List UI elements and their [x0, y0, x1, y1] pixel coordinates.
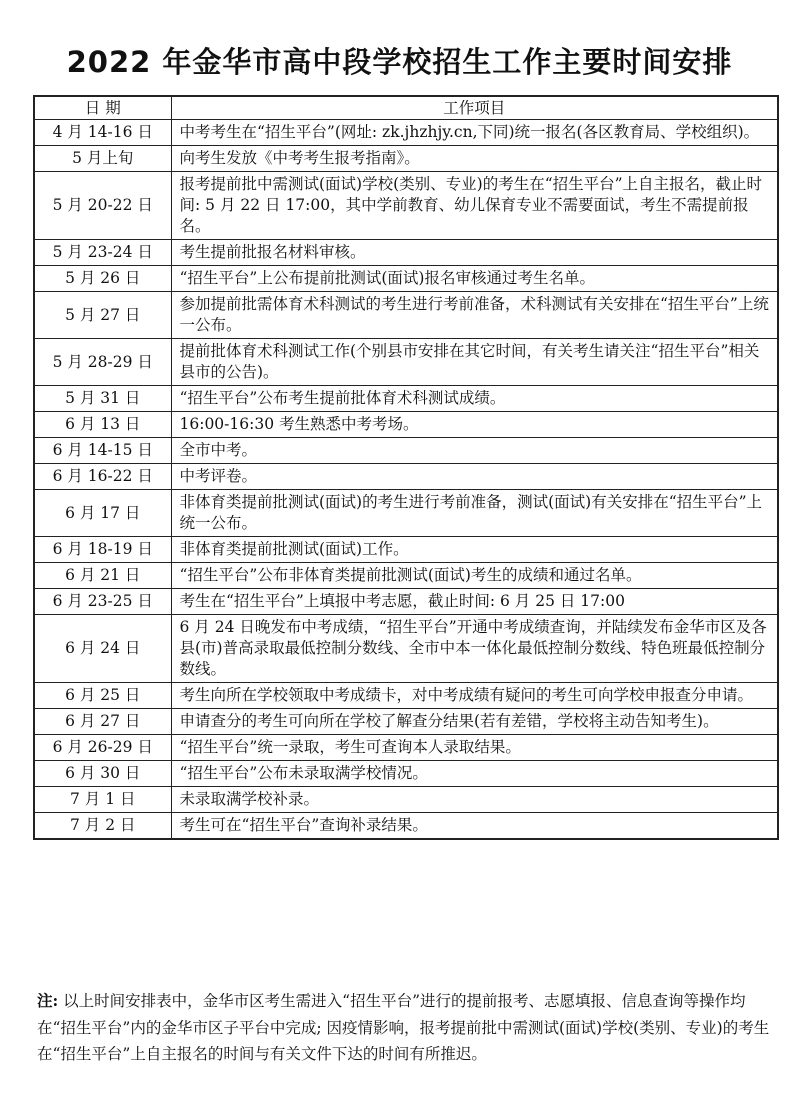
row-date: 6 月 16-22 日 — [34, 464, 171, 490]
header-date: 日 期 — [34, 96, 171, 120]
row-date: 6 月 14-15 日 — [34, 438, 171, 464]
row-date: 7 月 1 日 — [34, 787, 171, 813]
row-date: 6 月 18-19 日 — [34, 537, 171, 563]
row-date: 5 月 23-24 日 — [34, 240, 171, 266]
row-item: “招生平台”统一录取，考生可查询本人录取结果。 — [171, 735, 778, 761]
table-row — [34, 438, 778, 464]
row-item: 未录取满学校补录。 — [171, 787, 778, 813]
row-item: 提前批体育术科测试工作(个别县市安排在其它时间，有关考生请关注“招生平台”相关县市的公告)。 — [171, 339, 778, 386]
table-row — [34, 172, 778, 240]
row-date: 6 月 23-25 日 — [34, 589, 171, 615]
table-row — [34, 615, 778, 683]
row-item: 考生提前批报名材料审核。 — [171, 240, 778, 266]
table-row — [34, 146, 778, 172]
table-header-row — [34, 96, 778, 120]
table-row — [34, 386, 778, 412]
row-item: 向考生发放《中考考生报考指南》。 — [171, 146, 778, 172]
table-row — [34, 787, 778, 813]
row-date: 6 月 25 日 — [34, 683, 171, 709]
row-date: 6 月 24 日 — [34, 615, 171, 683]
row-date: 5 月 31 日 — [34, 386, 171, 412]
row-item: 16:00-16:30 考生熟悉中考考场。 — [171, 412, 778, 438]
row-item: 报考提前批中需测试(面试)学校(类别、专业)的考生在“招生平台”上自主报名，截止时间: 5 月 22 日 17:00，其中学前教育、幼儿保育专业不需要面试，考生不需提前报名。 — [171, 172, 778, 240]
row-item: 中考考生在“招生平台”(网址: zk.jhzhjy.cn,下同)统一报名(各区教育局、学校组织)。 — [171, 120, 778, 146]
row-item: 全市中考。 — [171, 438, 778, 464]
page-title: 2022 年金华市高中段学校招生工作主要时间安排 — [66, 45, 733, 79]
row-item: 考生可在“招生平台”查询补录结果。 — [171, 813, 778, 840]
row-date: 6 月 27 日 — [34, 709, 171, 735]
table-row — [34, 537, 778, 563]
row-date: 7 月 2 日 — [34, 813, 171, 840]
row-date: 5 月 26 日 — [34, 266, 171, 292]
table-row — [34, 683, 778, 709]
table-row — [34, 412, 778, 438]
table-row — [34, 266, 778, 292]
table-row — [34, 292, 778, 339]
row-item: 非体育类提前批测试(面试)的考生进行考前准备，测试(面试)有关安排在“招生平台”上统一公布。 — [171, 490, 778, 537]
footnote — [37, 988, 782, 1068]
row-date: 6 月 17 日 — [34, 490, 171, 537]
row-date: 4 月 14-16 日 — [34, 120, 171, 146]
row-item: “招生平台”公布考生提前批体育术科测试成绩。 — [171, 386, 778, 412]
row-date: 5 月 27 日 — [34, 292, 171, 339]
row-item: “招生平台”公布非体育类提前批测试(面试)考生的成绩和通过名单。 — [171, 563, 778, 589]
footnote-text: 以上时间安排表中，金华市区考生需进入“招生平台”进行的提前报考、志愿填报、信息查询等操作均在“招生平台”内的金华市区子平台中完成; 因疫情影响，报考提前批中需测试(面试)学校(类别、专业)的考生在“招生平台”上自主报名的时间与有关文件下达的时间有所推迟。 — [37, 992, 770, 1063]
row-item: 申请查分的考生可向所在学校了解查分结果(若有差错，学校将主动告知考生)。 — [171, 709, 778, 735]
table-row — [34, 339, 778, 386]
table-row — [34, 120, 778, 146]
row-item: 参加提前批需体育术科测试的考生进行考前准备，术科测试有关安排在“招生平台”上统一公布。 — [171, 292, 778, 339]
row-item: “招生平台”上公布提前批测试(面试)报名审核通过考生名单。 — [171, 266, 778, 292]
row-item: 考生向所在学校领取中考成绩卡，对中考成绩有疑问的考生可向学校申报查分申请。 — [171, 683, 778, 709]
table-row — [34, 761, 778, 787]
table-row — [34, 735, 778, 761]
table-row — [34, 709, 778, 735]
row-date: 6 月 21 日 — [34, 563, 171, 589]
table-row — [34, 813, 778, 840]
schedule-table — [33, 95, 779, 840]
row-item: 非体育类提前批测试(面试)工作。 — [171, 537, 778, 563]
row-item: 考生在“招生平台”上填报中考志愿，截止时间: 6 月 25 日 17:00 — [171, 589, 778, 615]
row-item: 中考评卷。 — [171, 464, 778, 490]
table-row — [34, 240, 778, 266]
table-row — [34, 589, 778, 615]
row-item: 6 月 24 日晚发布中考成绩，“招生平台”开通中考成绩查询，并陆续发布金华市区及各县(市)普高录取最低控制分数线、全市中本一体化最低控制分数线、特色班最低控制分数线。 — [171, 615, 778, 683]
row-date: 5 月上旬 — [34, 146, 171, 172]
footnote-label: 注: — [37, 991, 59, 1010]
table-row — [34, 464, 778, 490]
table-row — [34, 563, 778, 589]
row-item: “招生平台”公布未录取满学校情况。 — [171, 761, 778, 787]
row-date: 6 月 26-29 日 — [34, 735, 171, 761]
header-item: 工作项目 — [171, 96, 778, 120]
table-row — [34, 490, 778, 537]
row-date: 6 月 30 日 — [34, 761, 171, 787]
row-date: 5 月 20-22 日 — [34, 172, 171, 240]
row-date: 5 月 28-29 日 — [34, 339, 171, 386]
row-date: 6 月 13 日 — [34, 412, 171, 438]
